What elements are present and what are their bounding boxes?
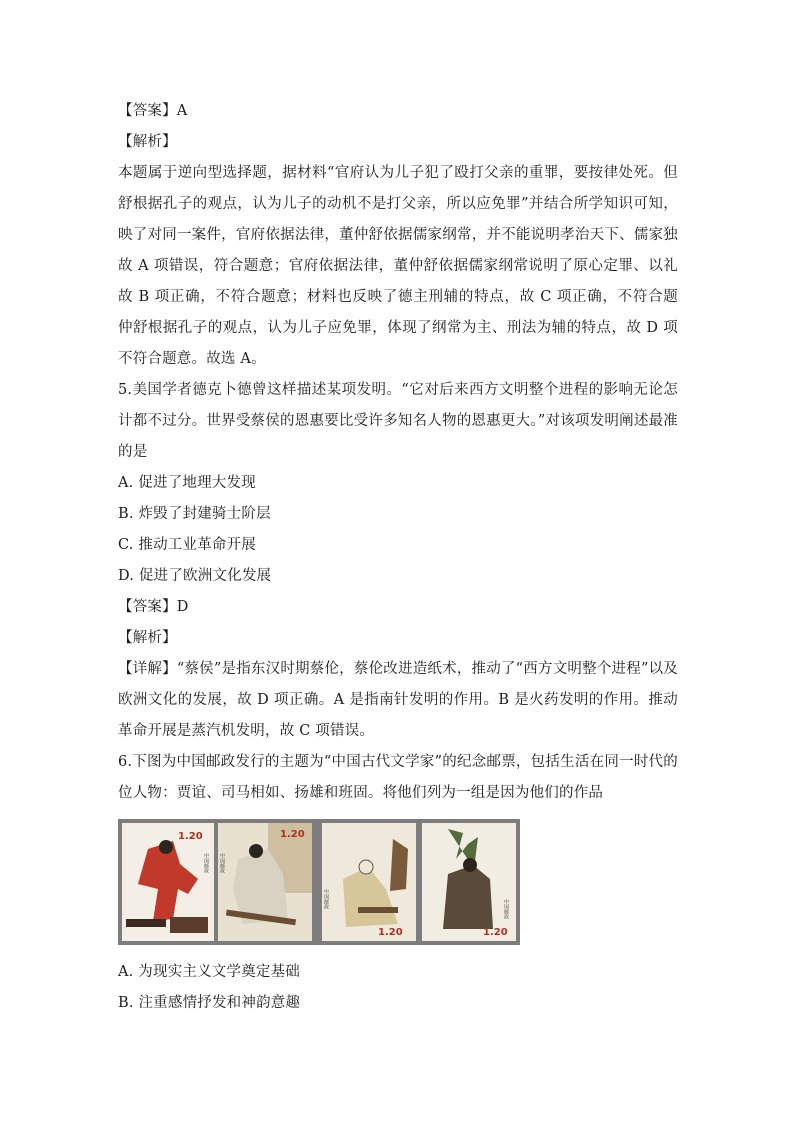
question-5-stem: 5.美国学者德克卜德曾这样描述某项发明。“它对后来西方文明整个进程的影响无论怎 [118,382,678,398]
stamp-3 [322,823,416,941]
analysis-label: 【解析】 [118,134,177,150]
option-a: A. 促进了地理大发现 [118,475,256,491]
question-6-stem: 6.下图为中国邮政发行的主题为“中国古代文学家”的纪念邮票，包括生活在同一时代的 [118,754,678,770]
detail-text-line: 欧洲文化的发展，故 D 项正确。A 是指南针发明的作用。B 是火药发明的作用。推动 [118,692,678,708]
stamp-image [118,819,520,945]
document-page [118,96,678,1019]
svg-text:中国邮政: 中国邮政 [503,899,509,919]
option-b: B. 注重感情抒发和神韵意趣 [118,995,301,1011]
answer-label: 【答案】D [118,599,189,615]
option-c: C. 推动工业革命开展 [118,537,256,553]
analysis-text-line: 故 A 项错误，符合题意；官府依据法律，董仲舒依据儒家纲常说明了原心定罪、以礼 [118,258,678,274]
option-b: B. 炸毁了封建骑士阶层 [118,506,271,522]
detail-text-line: 革命开展是蒸汽机发明，故 C 项错误。 [118,723,375,739]
svg-text:中国邮政: 中国邮政 [219,853,225,873]
analysis-text-line: 本题属于逆向型选择题，据材料“官府认为儿子犯了殴打父亲的重罪，要按律处死。但 [118,165,678,181]
question-5-stem: 的是 [118,444,148,460]
stamp-2 [218,823,312,941]
analysis-text-line: 映了对同一案件，官府依据法律，董仲舒依据儒家纲常，并不能说明孝治天下、儒家独 [118,227,678,243]
question-6-stem: 位人物：贾谊、司马相如、扬雄和班固。将他们列为一组是因为他们的作品 [118,785,604,801]
analysis-label: 【解析】 [118,630,177,646]
svg-text:中国邮政: 中国邮政 [203,853,209,873]
analysis-text-line: 故 B 项正确，不符合题意；材料也反映了德主刑辅的特点，故 C 项正确，不符合题 [118,289,678,305]
analysis-text-line: 不符合题意。故选 A。 [118,351,266,367]
stamp-1 [122,823,214,941]
stamp-4 [422,823,516,941]
option-a: A. 为现实主义文学奠定基础 [118,964,300,980]
svg-text:1.20: 1.20 [378,927,403,938]
analysis-text-line: 仲舒根据孔子的观点，认为儿子应免罪，体现了纲常为主、刑法为辅的特点，故 D 项 [118,320,678,336]
answer-label: 【答案】A [118,103,188,119]
svg-text:1.20: 1.20 [178,831,203,842]
question-5-stem: 计都不过分。世界受蔡侯的恩惠要比受许多知名人物的恩惠更大。”对该项发明阐述最准 [118,413,678,429]
detail-text-line: 【详解】“蔡侯”是指东汉时期蔡伦，蔡伦改进造纸术，推动了“西方文明整个进程”以及 [118,661,678,677]
analysis-text-line: 舒根据孔子的观点，认为儿子的动机不是打父亲，所以应免罪”并结合所学知识可知， [118,196,678,212]
svg-text:中国邮政: 中国邮政 [323,889,329,909]
svg-text:1.20: 1.20 [483,927,508,938]
stamp-strip [118,819,520,945]
svg-text:1.20: 1.20 [280,829,305,840]
option-d: D. 促进了欧洲文化发展 [118,568,272,584]
